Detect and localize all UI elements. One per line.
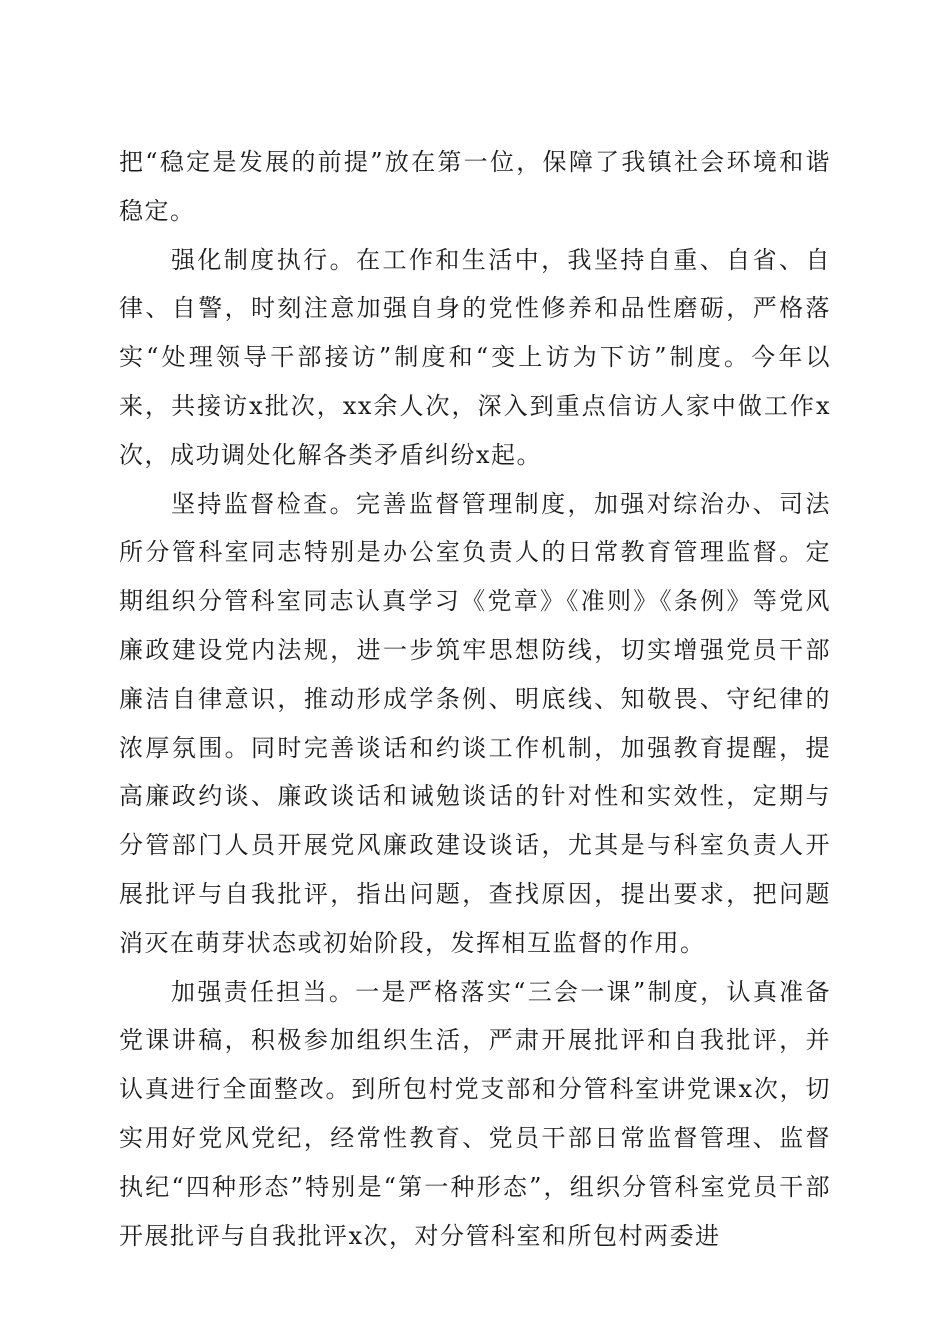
paragraph-supervision: 坚持监督检查。完善监督管理制度，加强对综治办、司法所分管科室同志特别是办公室负责人的日常教育管理监督。定期组织分管科室同志认真学习《党章》《准则》《条例》等党风廉政建设党内法规，进一步筑牢思想防线，切实增强党员干部廉洁自律意识，推动形成学条例、明底线、知敬畏、守纪律的浓厚氛围。同时完善谈话和约谈工作机制，加强教育提醒，提高廉政约谈、廉政谈话和诫勉谈话的针对性和实效性，定期与分管部门人员开展党风廉政建设谈话，尤其是与科室负责人开展批评与自我批评，指出问题，查找原因，提出要求，把问题消灭在萌芽状态或初始阶段，发挥相互监督的作用。 [119,489,831,957]
paragraph-system-execution: 强化制度执行。在工作和生活中，我坚持自重、自省、自律、自警，时刻注意加强自身的党性修养和品性磨砺，严格落实“处理领导干部接访”制度和“变上访为下访”制度。今年以来，共接访x批次，xx余人次，深入到重点信访人家中做工作x次，成功调处化解各类矛盾纠纷x起。 [119,245,831,469]
paragraph-responsibility: 加强责任担当。一是严格落实“三会一课”制度，认真准备党课讲稿，积极参加组织生活，严肃开展批评和自我批评，并认真进行全面整改。到所包村党支部和分管科室讲党课x次，切实用好党风党纪，经常性教育、党员干部日常监督管理、监督执纪“四种形态”特别是“第一种形态”，组织分管科室党员干部开展批评与自我批评x次，对分管科室和所包村两委进 [119,977,831,1250]
paragraph-continuation: 把“稳定是发展的前提”放在第一位，保障了我镇社会环境和谐稳定。 [119,148,831,225]
document-body [119,138,831,1260]
